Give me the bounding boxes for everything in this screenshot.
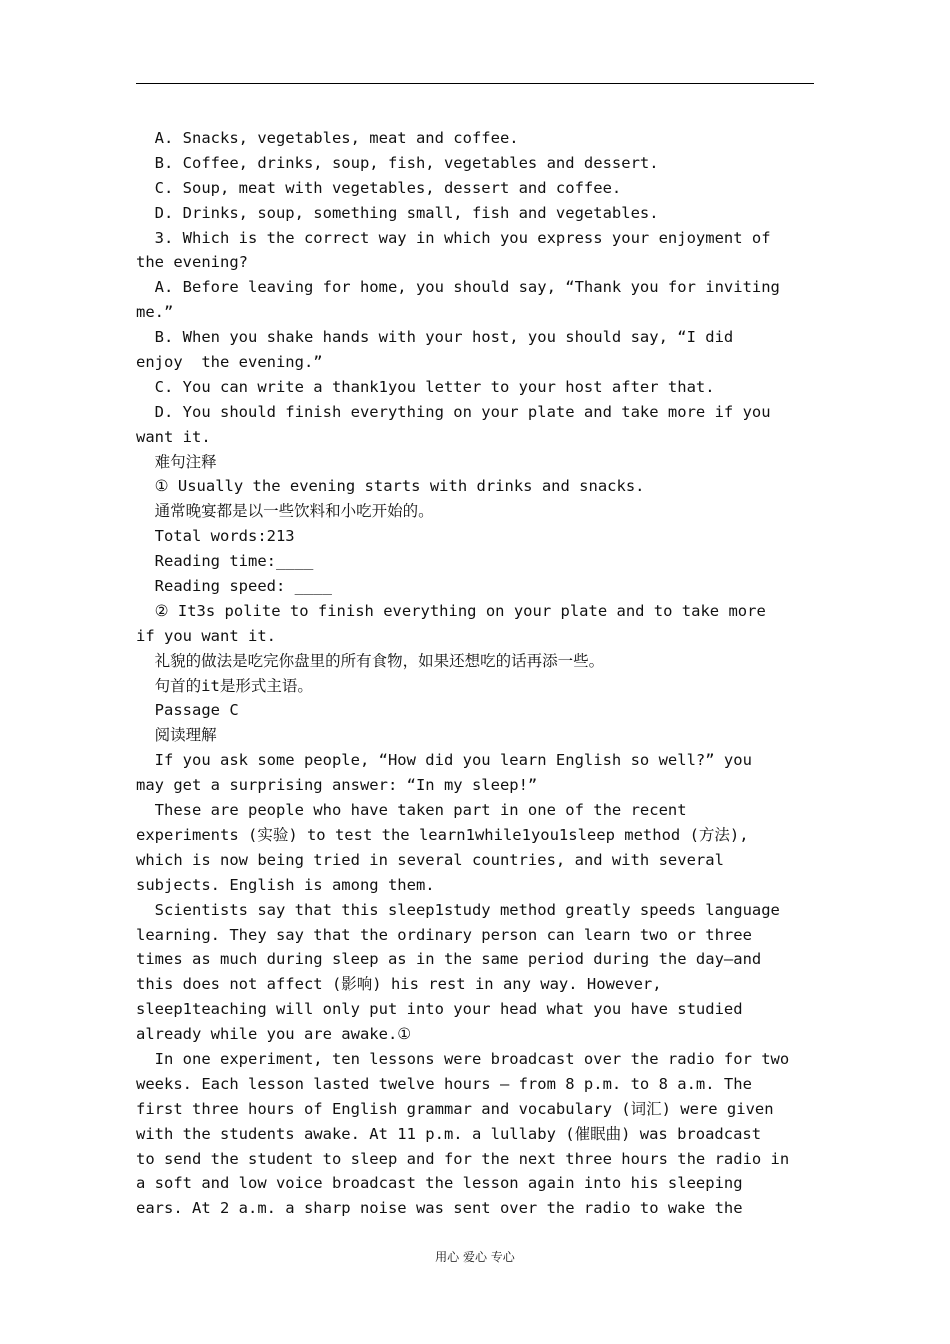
- text-line: C. Soup, meat with vegetables, dessert and coffee.: [136, 178, 622, 197]
- text-line: the evening?: [136, 253, 248, 272]
- text-line: first three hours of English grammar and vocabulary (词汇) were given: [136, 1099, 774, 1118]
- text-line: 句首的it是形式主语。: [136, 676, 313, 695]
- text-line: me.”: [136, 303, 174, 322]
- text-line: if you want it.: [136, 626, 276, 645]
- text-line: which is now being tried in several countries, and with several: [136, 850, 724, 869]
- document-body: [136, 126, 816, 1221]
- text-line: Reading speed: ____: [136, 577, 332, 596]
- text-line: ② It3s polite to finish everything on your plate and to take more: [136, 601, 766, 620]
- text-line: D. You should finish everything on your plate and take more if you: [136, 402, 771, 421]
- text-line: times as much during sleep as in the same period during the day—and: [136, 950, 762, 969]
- text-line: Scientists say that this sleep1study method greatly speeds language: [136, 900, 780, 919]
- text-line: to send the student to sleep and for the next three hours the radio in: [136, 1149, 790, 1168]
- text-line: subjects. English is among them.: [136, 875, 435, 894]
- text-line: 3. Which is the correct way in which you express your enjoyment of: [136, 228, 771, 247]
- text-line: Total words:213: [136, 527, 295, 546]
- text-line: B. Coffee, drinks, soup, fish, vegetables and dessert.: [136, 153, 659, 172]
- text-line: want it.: [136, 427, 211, 446]
- text-line: may get a surprising answer: “In my sleep!”: [136, 776, 538, 795]
- text-line: 阅读理解: [136, 726, 217, 745]
- text-line: already while you are awake.①: [136, 1025, 412, 1044]
- text-line: ① Usually the evening starts with drinks and snacks.: [136, 477, 645, 496]
- text-line: A. Snacks, vegetables, meat and coffee.: [136, 129, 519, 147]
- text-line: These are people who have taken part in one of the recent: [136, 801, 687, 820]
- text-line: B. When you shake hands with your host, you should say, “I did: [136, 328, 734, 347]
- text-line: learning. They say that the ordinary person can learn two or three: [136, 925, 752, 944]
- text-line: In one experiment, ten lessons were broadcast over the radio for two: [136, 1049, 790, 1068]
- header-rule: [136, 83, 814, 84]
- text-line: 难句注释: [136, 452, 217, 471]
- page-footer: 用心 爱心 专心: [435, 1250, 515, 1264]
- text-line: weeks. Each lesson lasted twelve hours — from 8 p.m. to 8 a.m. The: [136, 1074, 752, 1093]
- text-line: Reading time:____: [136, 552, 314, 571]
- text-line: sleep1teaching will only put into your head what you have studied: [136, 1000, 743, 1019]
- text-line: If you ask some people, “How did you learn English so well?” you: [136, 751, 752, 770]
- text-line: Passage C: [136, 701, 239, 720]
- text-line: A. Before leaving for home, you should say, “Thank you for inviting: [136, 278, 780, 297]
- text-line: experiments (实验) to test the learn1while1you1sleep method (方法),: [136, 825, 749, 844]
- text-line: C. You can write a thank1you letter to your host after that.: [136, 377, 715, 396]
- text-line: 通常晚宴都是以一些饮料和小吃开始的。: [136, 502, 434, 521]
- text-line: this does not affect (影响) his rest in any way. However,: [136, 975, 662, 994]
- text-line: D. Drinks, soup, something small, fish and vegetables.: [136, 203, 659, 222]
- text-line: ears. At 2 a.m. a sharp noise was sent over the radio to wake the: [136, 1199, 743, 1218]
- text-line: 礼貌的做法是吃完你盘里的所有食物，如果还想吃的话再添一些。: [136, 651, 605, 670]
- text-line: a soft and low voice broadcast the lesson again into his sleeping: [136, 1174, 743, 1193]
- text-line: with the students awake. At 11 p.m. a lullaby (催眠曲) was broadcast: [136, 1124, 762, 1143]
- text-line: enjoy the evening.”: [136, 353, 323, 372]
